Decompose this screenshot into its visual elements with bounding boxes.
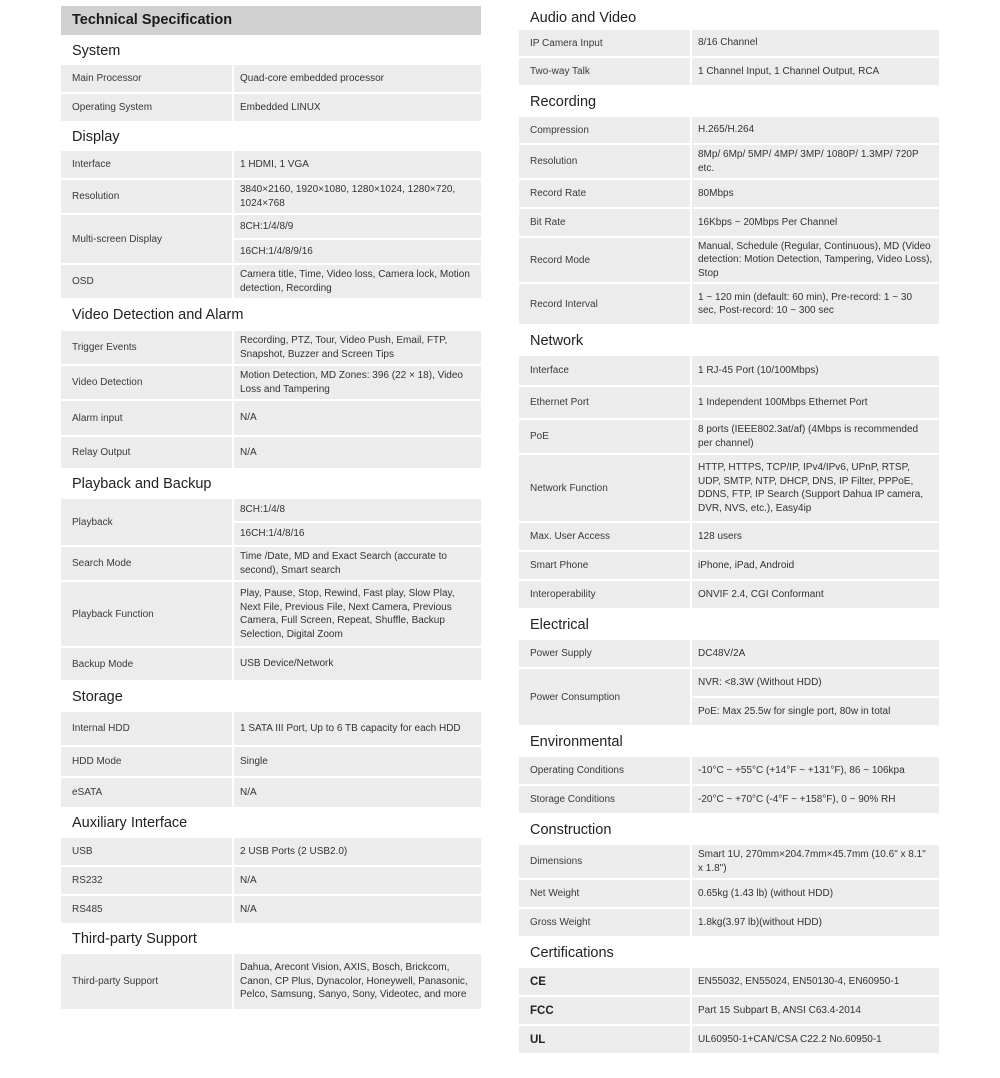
spec-label: Relay Output (61, 437, 232, 468)
spec-value-cell (234, 401, 481, 435)
spec-value-cell (692, 968, 939, 995)
spec-row (61, 331, 481, 364)
spec-value: 8CH:1/4/8/9 (234, 215, 481, 238)
spec-value: Single (234, 747, 481, 776)
spec-value: iPhone, iPad, Android (692, 552, 939, 579)
spec-row (61, 582, 481, 646)
spec-label: Network Function (519, 455, 690, 521)
spec-value: N/A (234, 867, 481, 894)
spec-label: Dimensions (519, 845, 690, 878)
spec-label: PoE (519, 420, 690, 453)
spec-row (61, 747, 481, 776)
spec-value-cell (692, 387, 939, 418)
spec-row (519, 117, 939, 143)
spec-row (61, 954, 481, 1009)
spec-value: EN55032, EN55024, EN50130-4, EN60950-1 (692, 968, 939, 995)
spec-row (519, 1026, 939, 1053)
spec-label: Operating Conditions (519, 757, 690, 784)
spec-label: Main Processor (61, 65, 232, 92)
spec-row (519, 640, 939, 667)
spec-value: 8CH:1/4/8 (234, 499, 481, 521)
spec-value-cell (234, 331, 481, 364)
spec-value-cell (692, 523, 939, 550)
spec-value-cell (234, 437, 481, 468)
spec-value: Time /Date, MD and Exact Search (accurate to second), Smart search (234, 547, 481, 580)
spec-value: 0.65kg (1.43 lb) (without HDD) (692, 880, 939, 907)
spec-row (61, 265, 481, 298)
spec-label: Power Supply (519, 640, 690, 667)
spec-label: Search Mode (61, 547, 232, 580)
spec-row (61, 151, 481, 178)
spec-value: PoE: Max 25.5w for single port, 80w in total (692, 698, 939, 725)
spec-value-cell (692, 356, 939, 385)
page-title: Technical Specification (61, 6, 481, 35)
spec-value: Recording, PTZ, Tour, Video Push, Email, FTP, Snapshot, Buzzer and Screen Tips (234, 331, 481, 364)
section-title: Construction (530, 822, 612, 838)
spec-label: Two-way Talk (519, 58, 690, 85)
spec-row (61, 547, 481, 580)
spec-value-cell (692, 909, 939, 936)
spec-row (519, 880, 939, 907)
spec-row (61, 778, 481, 807)
spec-value: NVR: <8.3W (Without HDD) (692, 669, 939, 696)
spec-row (519, 786, 939, 813)
spec-value: Manual, Schedule (Regular, Continuous), MD (Video detection: Motion Detection, Tampering, Video Loss), Stop (692, 238, 939, 282)
spec-value-cell (692, 786, 939, 813)
spec-row (519, 845, 939, 878)
spec-value-cell (692, 58, 939, 85)
section-title: Third-party Support (72, 931, 197, 947)
spec-value: HTTP, HTTPS, TCP/IP, IPv4/IPv6, UPnP, RTSP, UDP, SMTP, NTP, DHCP, DNS, IP Filter, PPPoE, DDNS, FTP, IP Search (Support Dahua IP camera, DVR, NVS, etc.), Easy4ip (692, 455, 939, 521)
spec-value-cell (692, 180, 939, 207)
spec-label: OSD (61, 265, 232, 298)
spec-row (61, 437, 481, 468)
spec-row (519, 145, 939, 178)
spec-label: Bit Rate (519, 209, 690, 236)
spec-value: Embedded LINUX (234, 94, 481, 121)
section-title: Recording (530, 94, 597, 110)
spec-value: USB Device/Network (234, 648, 481, 680)
spec-row (61, 401, 481, 435)
spec-label: Resolution (61, 180, 232, 213)
spec-value-cell (692, 669, 939, 725)
spec-row (61, 838, 481, 865)
spec-value: 1 Channel Input, 1 Channel Output, RCA (692, 58, 939, 85)
spec-row (519, 757, 939, 784)
section-title: Video Detection and Alarm (72, 307, 244, 323)
spec-value: Camera title, Time, Video loss, Camera lock, Motion detection, Recording (234, 265, 481, 298)
spec-value: Motion Detection, MD Zones: 396 (22 × 18), Video Loss and Tampering (234, 366, 481, 399)
spec-value: 8 ports (IEEE802.3at/af) (4Mbps is recommended per channel) (692, 420, 939, 453)
spec-value: 16Kbps ~ 20Mbps Per Channel (692, 209, 939, 236)
spec-value: N/A (234, 437, 481, 468)
spec-row (61, 896, 481, 923)
left-column (61, 6, 481, 1011)
spec-value-cell (692, 581, 939, 608)
spec-value-cell (692, 640, 939, 667)
spec-value-cell (234, 180, 481, 213)
section-title: Environmental (530, 734, 623, 750)
spec-value: Part 15 Subpart B, ANSI C63.4-2014 (692, 997, 939, 1024)
section-title: Playback and Backup (72, 476, 212, 492)
spec-label: Interface (61, 151, 232, 178)
spec-value-cell (692, 845, 939, 878)
spec-value: UL60950-1+CAN/CSA C22.2 No.60950-1 (692, 1026, 939, 1053)
spec-value: ONVIF 2.4, CGI Conformant (692, 581, 939, 608)
spec-value-cell (234, 151, 481, 178)
spec-row (61, 180, 481, 213)
spec-label: Third-party Support (61, 954, 232, 1009)
spec-label: Resolution (519, 145, 690, 178)
spec-value-cell (692, 552, 939, 579)
spec-row (61, 712, 481, 745)
spec-label: Video Detection (61, 366, 232, 399)
spec-value: N/A (234, 401, 481, 435)
spec-value: -20°C ~ +70°C (-4°F ~ +158°F), 0 ~ 90% RH (692, 786, 939, 813)
spec-value-cell (692, 880, 939, 907)
spec-label: Backup Mode (61, 648, 232, 680)
spec-label: Net Weight (519, 880, 690, 907)
spec-label: Gross Weight (519, 909, 690, 936)
spec-value: 1 SATA III Port, Up to 6 TB capacity for each HDD (234, 712, 481, 745)
spec-value: 1 ~ 120 min (default: 60 min), Pre-record: 1 ~ 30 sec, Post-record: 10 ~ 300 sec (692, 284, 939, 324)
spec-value-cell (234, 65, 481, 92)
spec-label: Playback (61, 499, 232, 545)
spec-label: IP Camera Input (519, 30, 690, 56)
spec-value: N/A (234, 896, 481, 923)
spec-value-cell (234, 712, 481, 745)
spec-value-cell (234, 896, 481, 923)
right-column (519, 6, 939, 1055)
spec-value-cell (234, 499, 481, 545)
section-title: Network (530, 333, 584, 349)
spec-label: Record Interval (519, 284, 690, 324)
spec-value: 1 RJ-45 Port (10/100Mbps) (692, 356, 939, 385)
spec-value-cell (234, 547, 481, 580)
spec-value-cell (692, 209, 939, 236)
spec-value: 8/16 Channel (692, 30, 939, 56)
spec-row (61, 499, 481, 545)
spec-label: Record Mode (519, 238, 690, 282)
spec-value: 3840×2160, 1920×1080, 1280×1024, 1280×720, 1024×768 (234, 180, 481, 213)
spec-row (519, 356, 939, 385)
spec-label: Interoperability (519, 581, 690, 608)
spec-value-cell (234, 366, 481, 399)
right-sections (519, 6, 939, 1053)
spec-label: Compression (519, 117, 690, 143)
spec-value-cell (692, 997, 939, 1024)
spec-row (519, 523, 939, 550)
spec-row (61, 65, 481, 92)
spec-value: 1 Independent 100Mbps Ethernet Port (692, 387, 939, 418)
spec-label: Playback Function (61, 582, 232, 646)
spec-label: Interface (519, 356, 690, 385)
spec-row (519, 284, 939, 324)
spec-label: Alarm input (61, 401, 232, 435)
spec-row (519, 455, 939, 521)
spec-value-cell (234, 954, 481, 1009)
spec-value: DC48V/2A (692, 640, 939, 667)
spec-value: Dahua, Arecont Vision, AXIS, Bosch, Brickcom, Canon, CP Plus, Dynacolor, Honeywell, Panasonic, Pelco, Samsung, Sanyo, Sony, Videotec, and more (234, 954, 481, 1009)
spec-row (519, 909, 939, 936)
spec-value-cell (234, 215, 481, 263)
spec-value: 1 HDMI, 1 VGA (234, 151, 481, 178)
spec-label: Operating System (61, 94, 232, 121)
spec-value: Quad-core embedded processor (234, 65, 481, 92)
spec-label: eSATA (61, 778, 232, 807)
spec-value-cell (692, 117, 939, 143)
spec-label: Smart Phone (519, 552, 690, 579)
spec-label: HDD Mode (61, 747, 232, 776)
spec-value-cell (234, 838, 481, 865)
spec-row (519, 552, 939, 579)
spec-value: H.265/H.264 (692, 117, 939, 143)
spec-row (61, 648, 481, 680)
spec-label: Trigger Events (61, 331, 232, 364)
spec-row (519, 420, 939, 453)
spec-row (519, 180, 939, 207)
spec-row (519, 997, 939, 1024)
spec-row (519, 581, 939, 608)
spec-row (519, 387, 939, 418)
spec-value: Play, Pause, Stop, Rewind, Fast play, Slow Play, Next File, Previous File, Next Camera, Previous Camera, Full Screen, Repeat, Shuffle, Backup Selection, Digital Zoom (234, 582, 481, 646)
spec-value-cell (692, 30, 939, 56)
section-title: Electrical (530, 617, 589, 633)
spec-value-cell (692, 145, 939, 178)
spec-row (519, 58, 939, 85)
spec-value-cell (234, 648, 481, 680)
spec-label: Multi-screen Display (61, 215, 232, 263)
spec-value-cell (692, 238, 939, 282)
spec-value-cell (234, 778, 481, 807)
section-title: Certifications (530, 945, 614, 961)
section-title: Storage (72, 689, 123, 705)
spec-value-cell (692, 1026, 939, 1053)
spec-value-cell (692, 455, 939, 521)
spec-label: RS232 (61, 867, 232, 894)
spec-row (61, 215, 481, 263)
spec-row (61, 867, 481, 894)
spec-value: Smart 1U, 270mm×204.7mm×45.7mm (10.6" x 8.1" x 1.8") (692, 845, 939, 878)
spec-value-cell (234, 265, 481, 298)
spec-value-cell (692, 757, 939, 784)
spec-row (519, 209, 939, 236)
spec-label: Max. User Access (519, 523, 690, 550)
spec-value: 16CH:1/4/8/16 (234, 523, 481, 545)
spec-value: 1.8kg(3.97 lb)(without HDD) (692, 909, 939, 936)
section-title: Display (72, 129, 120, 145)
spec-row (519, 669, 939, 725)
spec-value: N/A (234, 778, 481, 807)
spec-value: -10°C ~ +55°C (+14°F ~ +131°F), 86 ~ 106kpa (692, 757, 939, 784)
section-title: Auxiliary Interface (72, 815, 188, 831)
spec-label: FCC (519, 997, 690, 1024)
spec-label: CE (519, 968, 690, 995)
spec-value-cell (234, 94, 481, 121)
spec-row (61, 366, 481, 399)
section-title: System (72, 43, 121, 59)
spec-row (519, 968, 939, 995)
spec-value: 8Mp/ 6Mp/ 5MP/ 4MP/ 3MP/ 1080P/ 1.3MP/ 720P etc. (692, 145, 939, 178)
spec-value: 16CH:1/4/8/9/16 (234, 240, 481, 263)
spec-row (519, 238, 939, 282)
spec-label: Ethernet Port (519, 387, 690, 418)
spec-value-cell (234, 747, 481, 776)
spec-label: Storage Conditions (519, 786, 690, 813)
spec-label: USB (61, 838, 232, 865)
spec-label: Record Rate (519, 180, 690, 207)
spec-label: Internal HDD (61, 712, 232, 745)
spec-row (61, 94, 481, 121)
spec-value-cell (234, 867, 481, 894)
spec-value: 80Mbps (692, 180, 939, 207)
spec-label: RS485 (61, 896, 232, 923)
spec-value-cell (692, 420, 939, 453)
spec-label: UL (519, 1026, 690, 1053)
spec-value-cell (692, 284, 939, 324)
spec-row (519, 30, 939, 56)
spec-value: 2 USB Ports (2 USB2.0) (234, 838, 481, 865)
spec-value: 128 users (692, 523, 939, 550)
spec-value-cell (234, 582, 481, 646)
section-title: Audio and Video (530, 10, 637, 26)
left-sections (61, 37, 481, 1009)
spec-label: Power Consumption (519, 669, 690, 725)
